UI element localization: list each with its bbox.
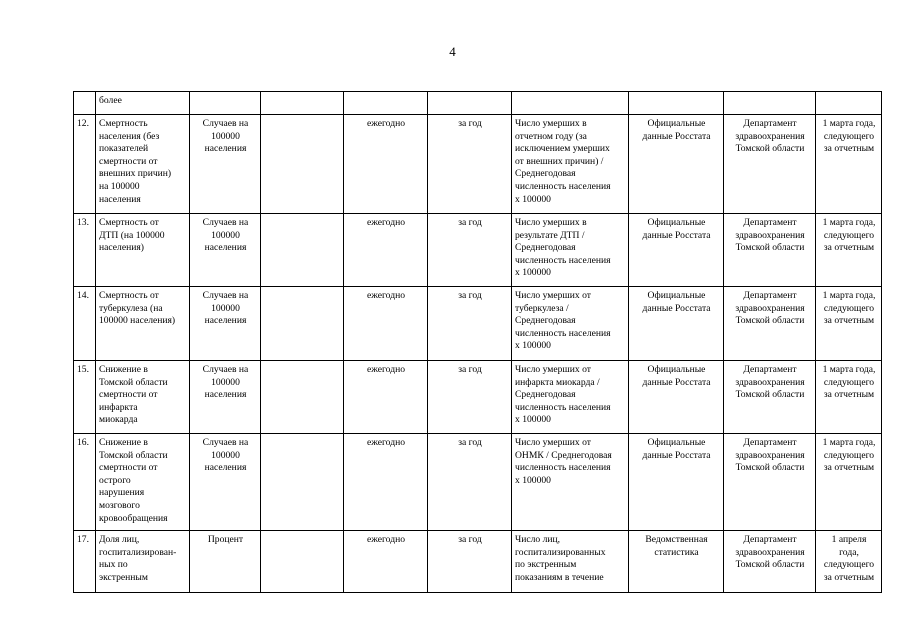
cell-deadline: 1 апреля года, следующего за отчетным	[816, 531, 882, 593]
cell-indicator-name: Снижение в Томской области смертности от острого нарушения мозгового кровообращения	[96, 434, 190, 531]
cell-period: за год	[428, 361, 512, 434]
cell-empty	[261, 92, 344, 115]
cell-unit: Процент	[190, 531, 261, 593]
cell-source: Ведомственная статистика	[629, 531, 724, 593]
table-row	[74, 361, 882, 434]
cell-deadline: 1 марта года, следующего за отчетным	[816, 214, 882, 287]
cell-empty	[261, 287, 344, 361]
cell-source: Официальные данные Росстата	[629, 115, 724, 214]
cell-source	[629, 92, 724, 115]
cell-responsible	[724, 92, 816, 115]
cell-formula: Число умерших в результате ДТП / Среднегодовая численность населения х 100000	[512, 214, 629, 287]
cell-number	[74, 92, 96, 115]
cell-indicator-name: Доля лиц, госпитализирован- ных по экстренным	[96, 531, 190, 593]
table-row	[74, 531, 882, 593]
cell-unit	[190, 92, 261, 115]
cell-period: за год	[428, 214, 512, 287]
cell-frequency: ежегодно	[344, 531, 428, 593]
cell-formula: Число умерших от инфаркта миокарда / Среднегодовая численность населения х 100000	[512, 361, 629, 434]
cell-deadline: 1 марта года, следующего за отчетным	[816, 361, 882, 434]
cell-frequency: ежегодно	[344, 434, 428, 531]
cell-source: Официальные данные Росстата	[629, 214, 724, 287]
cell-unit: Случаев на 100000 населения	[190, 115, 261, 214]
cell-responsible: Департамент здравоохранения Томской области	[724, 214, 816, 287]
cell-formula: Число лиц, госпитализированных по экстренным показаниям в течение	[512, 531, 629, 593]
cell-deadline: 1 марта года, следующего за отчетным	[816, 115, 882, 214]
cell-empty	[261, 361, 344, 434]
cell-unit: Случаев на 100000 населения	[190, 434, 261, 531]
cell-frequency: ежегодно	[344, 115, 428, 214]
cell-formula	[512, 92, 629, 115]
cell-source: Официальные данные Росстата	[629, 434, 724, 531]
table-row	[74, 434, 882, 531]
cell-responsible: Департамент здравоохранения Томской области	[724, 115, 816, 214]
cell-responsible: Департамент здравоохранения Томской области	[724, 361, 816, 434]
page-number: 4	[449, 44, 456, 59]
cell-period	[428, 92, 512, 115]
cell-unit: Случаев на 100000 населения	[190, 214, 261, 287]
cell-number: 15.	[74, 361, 96, 434]
cell-deadline: 1 марта года, следующего за отчетным	[816, 434, 882, 531]
cell-period: за год	[428, 434, 512, 531]
cell-deadline: 1 марта года, следующего за отчетным	[816, 287, 882, 361]
cell-frequency: ежегодно	[344, 287, 428, 361]
cell-unit: Случаев на 100000 населения	[190, 361, 261, 434]
cell-unit: Случаев на 100000 населения	[190, 287, 261, 361]
cell-responsible: Департамент здравоохранения Томской области	[724, 434, 816, 531]
cell-responsible: Департамент здравоохранения Томской области	[724, 531, 816, 593]
cell-period: за год	[428, 531, 512, 593]
cell-number: 13.	[74, 214, 96, 287]
cell-indicator-name: Смертность населения (без показателей смертности от внешних причин) на 100000 населения	[96, 115, 190, 214]
cell-period: за год	[428, 115, 512, 214]
cell-source: Официальные данные Росстата	[629, 361, 724, 434]
cell-frequency	[344, 92, 428, 115]
cell-empty	[261, 115, 344, 214]
cell-deadline	[816, 92, 882, 115]
table-row	[74, 115, 882, 214]
cell-number: 16.	[74, 434, 96, 531]
cell-indicator-name: Смертность от туберкулеза (на 100000 населения)	[96, 287, 190, 361]
cell-indicator-name: Смертность от ДТП (на 100000 населения)	[96, 214, 190, 287]
cell-frequency: ежегодно	[344, 361, 428, 434]
cell-number: 12.	[74, 115, 96, 214]
indicators-table	[73, 91, 882, 593]
cell-indicator-name: более	[96, 92, 190, 115]
cell-formula: Число умерших в отчетном году (за исключением умерших от внешних причин) / Среднегодовая численность населения х 100000	[512, 115, 629, 214]
cell-formula: Число умерших от ОНМК / Среднегодовая численность населения х 100000	[512, 434, 629, 531]
cell-empty	[261, 214, 344, 287]
table-row	[74, 287, 882, 361]
cell-source: Официальные данные Росстата	[629, 287, 724, 361]
cell-number: 14.	[74, 287, 96, 361]
cell-indicator-name: Снижение в Томской области смертности от инфаркта миокарда	[96, 361, 190, 434]
cell-empty	[261, 531, 344, 593]
table-body	[74, 92, 882, 593]
cell-formula: Число умерших от туберкулеза / Среднегодовая численность населения х 100000	[512, 287, 629, 361]
cell-frequency: ежегодно	[344, 214, 428, 287]
table-row	[74, 214, 882, 287]
cell-period: за год	[428, 287, 512, 361]
cell-empty	[261, 434, 344, 531]
table-row	[74, 92, 882, 115]
cell-responsible: Департамент здравоохранения Томской области	[724, 287, 816, 361]
cell-number: 17.	[74, 531, 96, 593]
